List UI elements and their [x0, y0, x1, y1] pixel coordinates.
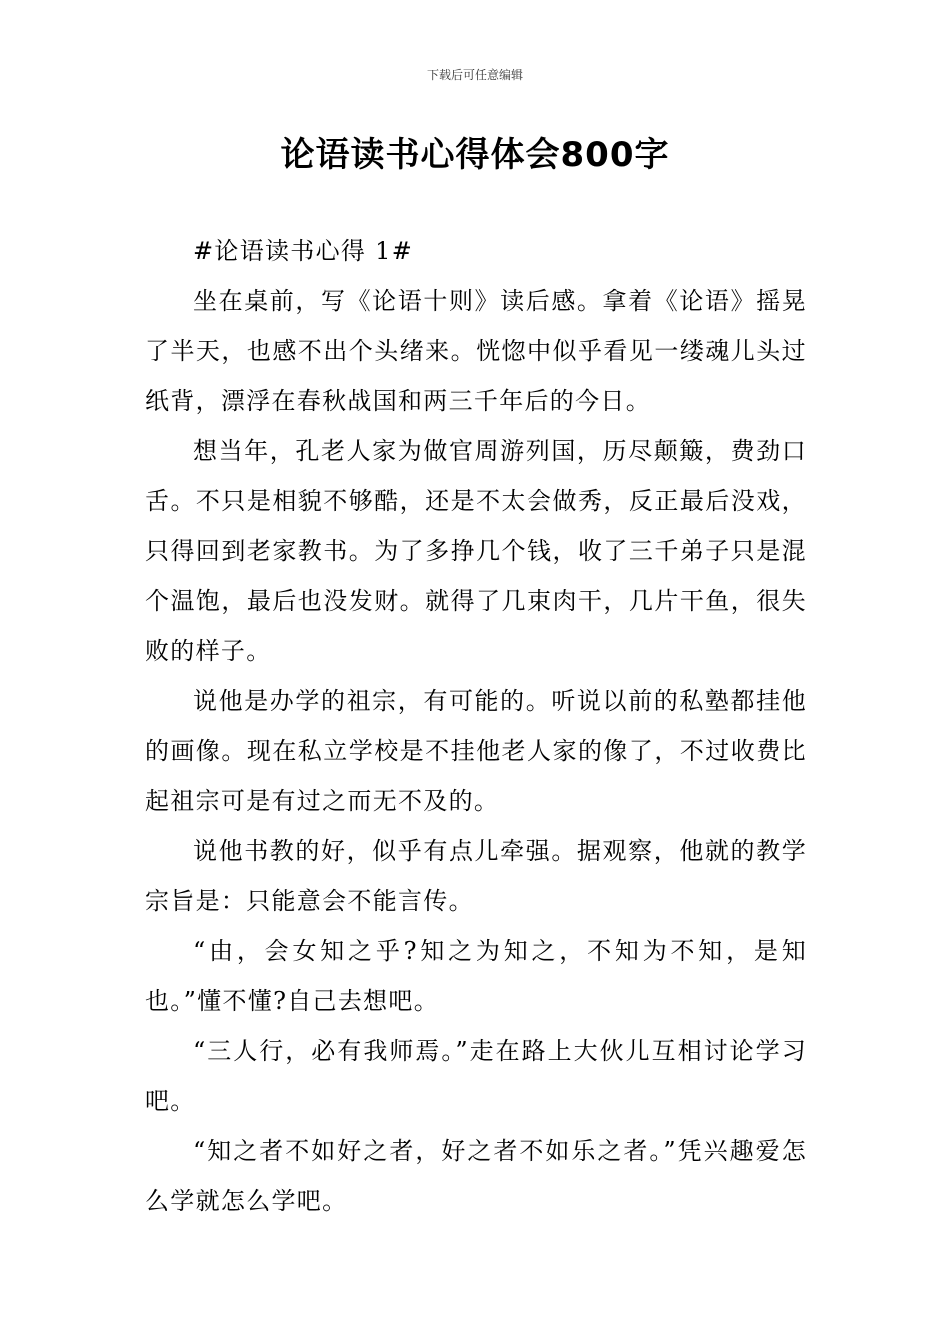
- paragraph: 说他是办学的祖宗，有可能的。听说以前的私塾都挂他的画像。现在私立学校是不挂他老人家的像了，不过收费比起祖宗可是有过之而无不及的。: [145, 687, 807, 815]
- section-heading: #论语读书心得 1#: [193, 237, 414, 265]
- paragraph: 想当年，孔老人家为做官周游列国，历尽颠簸，费劲口舌。不只是相貌不够酷，还是不太会做秀，反正最后没戏，只得回到老家教书。为了多挣几个钱，收了三千弟子只是混个温饱，最后也没发财。就得了几束肉干，几片干鱼，很失败的样子。: [145, 437, 807, 665]
- header-note: 下载后可任意编辑: [426, 68, 523, 82]
- paragraph: “三人行，必有我师焉。”走在路上大伙儿互相讨论学习吧。: [145, 1037, 807, 1115]
- paragraph: 说他书教的好，似乎有点儿牵强。据观察，他就的教学宗旨是：只能意会不能言传。: [145, 837, 807, 915]
- document-body: [145, 226, 807, 1226]
- page-title: 论语读书心得体会800字: [280, 135, 670, 175]
- paragraph: “知之者不如好之者，好之者不如乐之者。”凭兴趣爱怎么学就怎么学吧。: [145, 1137, 807, 1215]
- paragraph: 坐在桌前，写《论语十则》读后感。拿着《论语》摇晃了半天，也感不出个头绪来。恍惚中似乎看见一缕魂儿头过纸背，漂浮在春秋战国和两三千年后的今日。: [145, 287, 807, 415]
- paragraph: “由，会女知之乎?知之为知之，不知为不知，是知也。”懂不懂?自己去想吧。: [145, 937, 807, 1015]
